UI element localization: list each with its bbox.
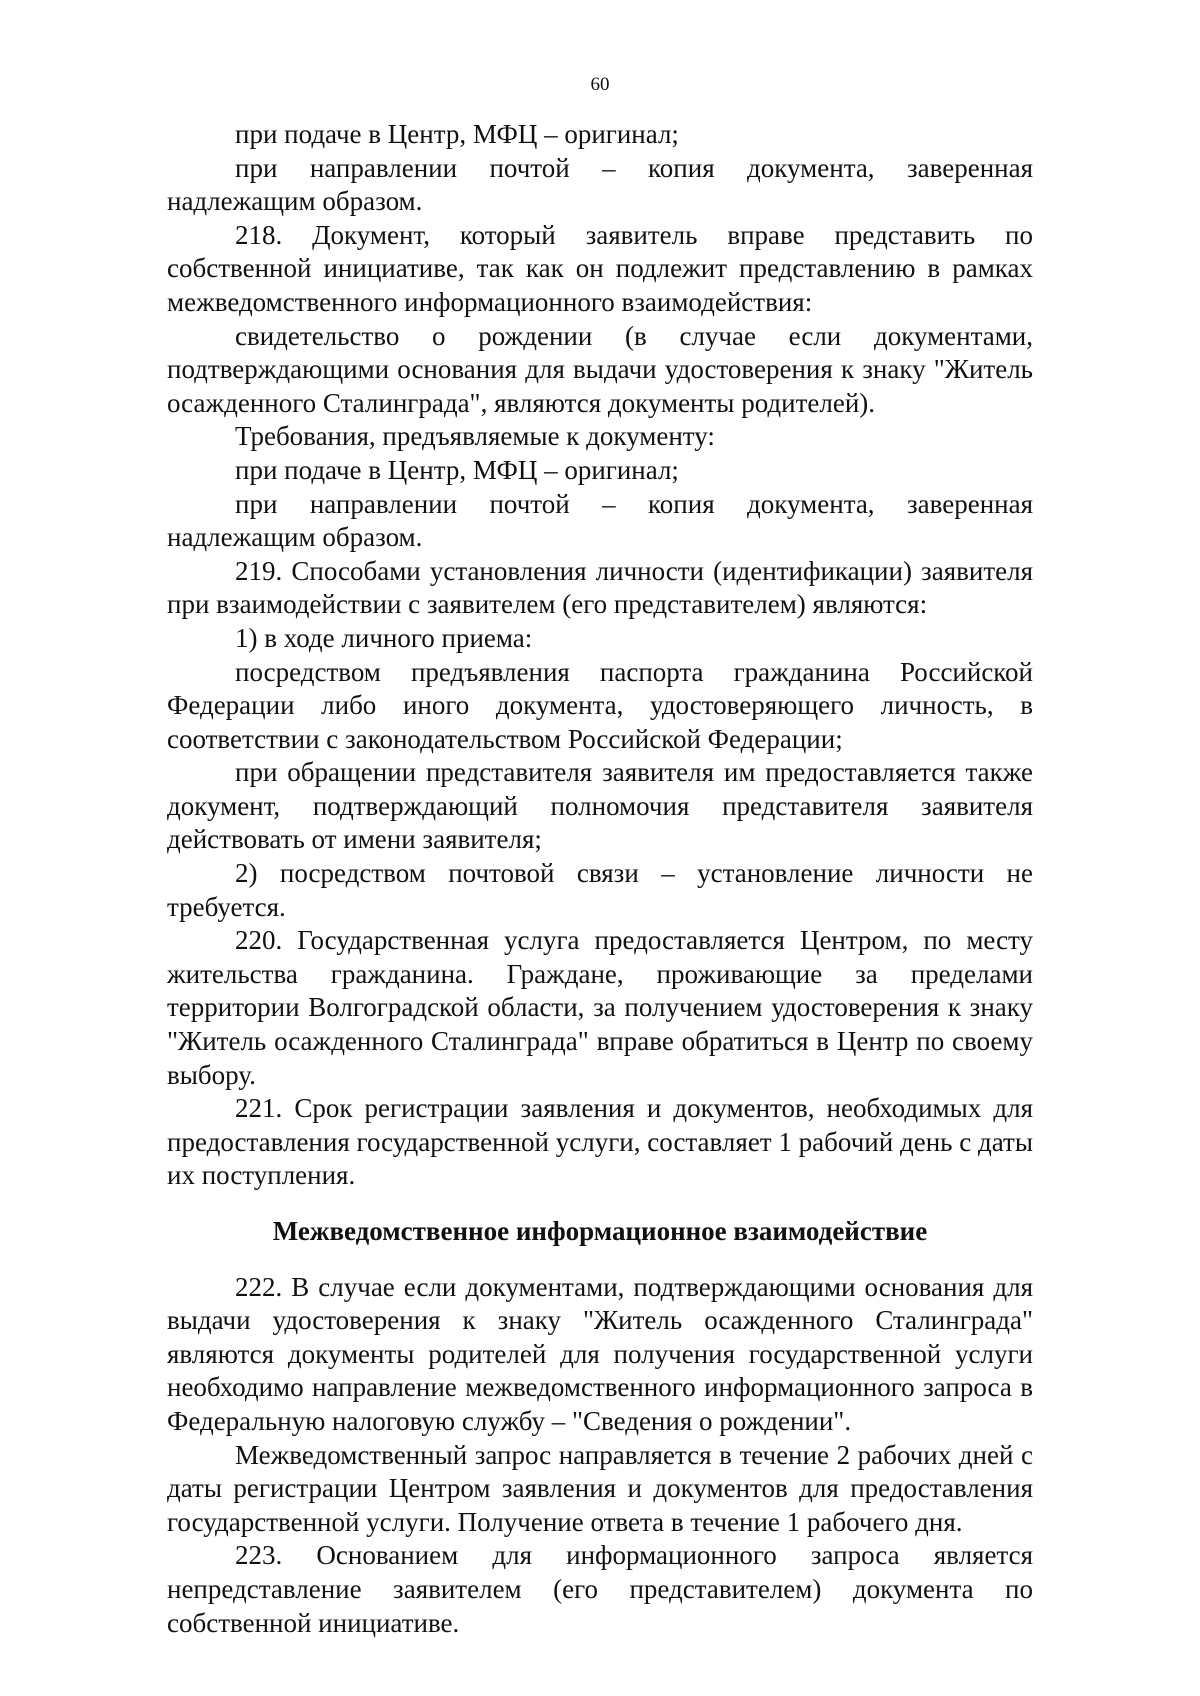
paragraph: 218. Документ, который заявитель вправе представить по собственной инициативе, так как он подлежит представлению в рамках межведомственного информационного взаимодействия:: [167, 219, 1033, 317]
paragraph: при обращении представителя заявителя им предоставляется также документ, подтверждающий полномочия представителя заявителя действовать от имени заявителя;: [167, 757, 1033, 855]
document-body: [167, 118, 1033, 1640]
paragraph: при подаче в Центр, МФЦ – оригинал;: [235, 454, 679, 485]
paragraph: при направлении почтой – копия документа, заверенная надлежащим образом.: [167, 152, 1033, 217]
paragraph: свидетельство о рождении (в случае если документами, подтверждающими основания для выдачи удостоверения к знаку "Житель осажденного Сталинграда", являются документы родителей).: [167, 320, 1033, 418]
paragraph: 221. Срок регистрации заявления и документов, необходимых для предоставления государственной услуги, составляет 1 рабочий день с даты их поступления.: [167, 1093, 1033, 1191]
paragraph: 223. Основанием для информационного запроса является непредставление заявителем (его представителем) документа по собственной инициативе.: [167, 1540, 1033, 1638]
paragraph: при направлении почтой – копия документа, заверенная надлежащим образом.: [167, 488, 1033, 553]
page-number: 60: [590, 74, 610, 95]
paragraph: 1) в ходе личного приема:: [235, 622, 533, 653]
section-heading: Межведомственное информационное взаимодействие: [272, 1216, 928, 1246]
paragraph: 2) посредством почтовой связи – установление личности не требуется.: [167, 858, 1033, 922]
paragraph: Требования, предъявляемые к документу:: [235, 421, 715, 452]
paragraph: посредством предъявления паспорта гражданина Российской Федерации либо иного документа, удостоверяющего личность, в соответствии с законодательством Российской Федерации;: [167, 656, 1033, 754]
paragraph: 220. Государственная услуга предоставляется Центром, по месту жительства гражданина. Граждане, проживающие за пределами территории Волгоградской области, за получением удостоверения к знаку "Житель осажденного Сталинграда" вправе обратиться в Центр по своему выбору.: [167, 925, 1033, 1090]
paragraph: Межведомственный запрос направляется в течение 2 рабочих дней с даты регистрации Центром заявления и документов для предоставления государственной услуги. Получение ответа в течение 1 рабочего дня.: [167, 1439, 1033, 1537]
paragraph: при подаче в Центр, МФЦ – оригинал;: [235, 119, 679, 149]
paragraph: 219. Способами установления личности (идентификации) заявителя при взаимодействии с заявителем (его представителем) являются:: [167, 555, 1033, 620]
paragraph: 222. В случае если документами, подтверждающими основания для выдачи удостоверения к знаку "Житель осажденного Сталинграда" являются документы родителей для получения государственной услуги необходимо направление межведомственного информационного запроса в Федеральную налоговую службу – "Сведения о рождении".: [167, 1271, 1033, 1436]
